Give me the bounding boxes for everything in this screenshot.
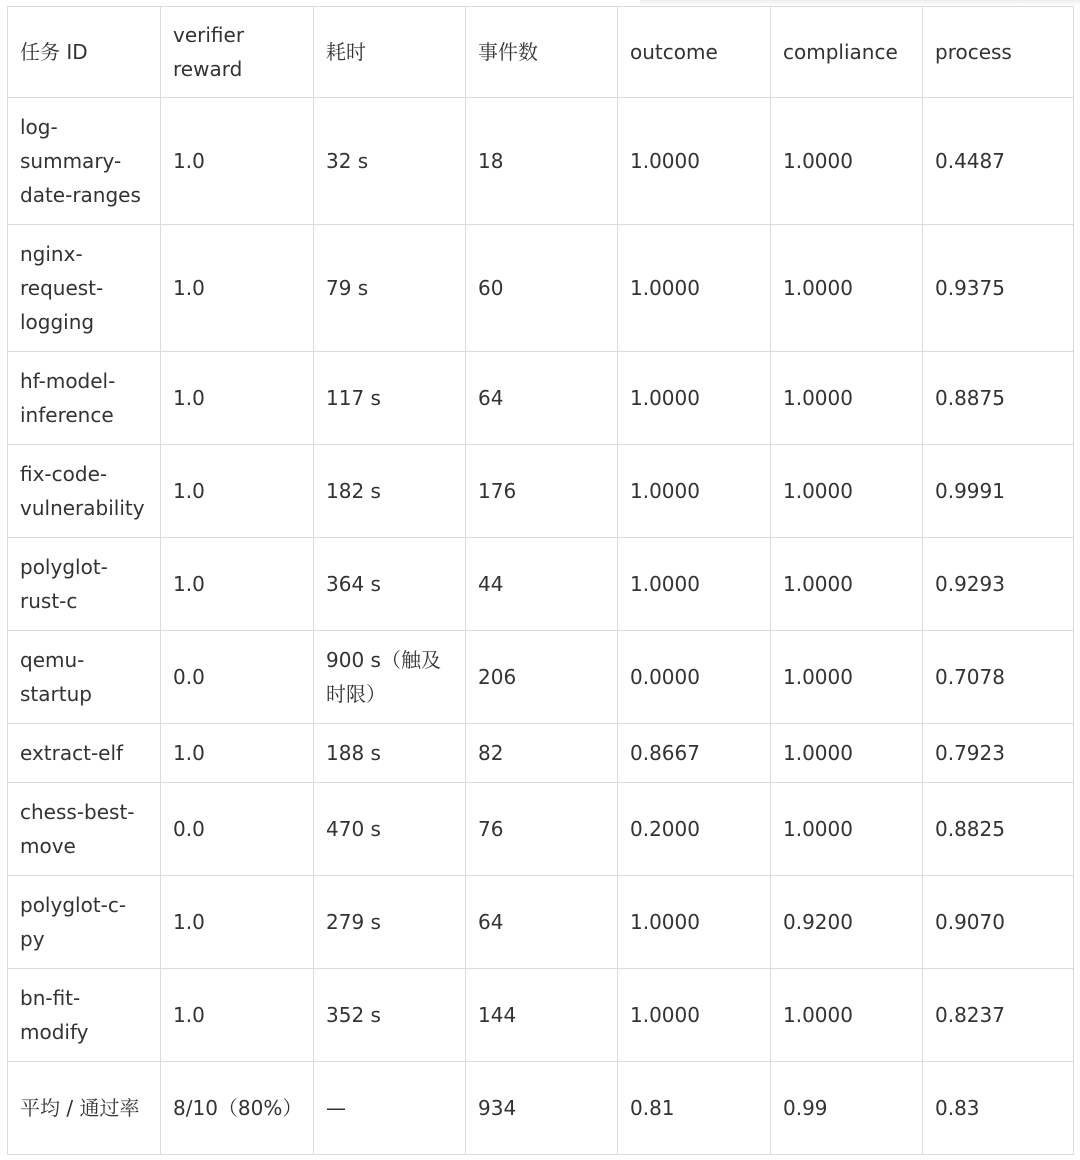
cell-compliance: 1.0000 (771, 631, 923, 724)
cell-process: 0.4487 (923, 98, 1074, 225)
cell-duration: 470 s (314, 783, 466, 876)
cell-event-count: 76 (466, 783, 618, 876)
table-row (8, 225, 1074, 352)
table-row (8, 631, 1074, 724)
cell-event-count: 18 (466, 98, 618, 225)
cell-compliance: 1.0000 (771, 724, 923, 783)
cell-verifier-reward: 1.0 (161, 876, 314, 969)
header-verifier-reward: verifier reward (161, 7, 314, 98)
cell-compliance: 0.9200 (771, 876, 923, 969)
cell-event-count: 176 (466, 445, 618, 538)
cell-verifier-reward: 1.0 (161, 445, 314, 538)
cell-verifier-reward: 0.0 (161, 631, 314, 724)
cell-process: 0.8875 (923, 352, 1074, 445)
cell-duration: 900 s（触及时限） (314, 631, 466, 724)
header-task-id: 任务 ID (8, 7, 161, 98)
cell-process: 0.9375 (923, 225, 1074, 352)
cell-event-count: 64 (466, 352, 618, 445)
header-row (8, 7, 1074, 98)
cell-outcome: 1.0000 (618, 876, 771, 969)
cell-duration: 117 s (314, 352, 466, 445)
cell-event-count: 44 (466, 538, 618, 631)
cell-outcome: 0.2000 (618, 783, 771, 876)
cell-compliance: 1.0000 (771, 225, 923, 352)
summary-outcome-avg: 0.81 (618, 1062, 771, 1155)
cell-outcome: 1.0000 (618, 538, 771, 631)
cell-compliance: 1.0000 (771, 783, 923, 876)
header-outcome: outcome (618, 7, 771, 98)
cell-task-id: polyglot-rust-c (8, 538, 161, 631)
table-row (8, 538, 1074, 631)
cell-process: 0.7923 (923, 724, 1074, 783)
summary-row (8, 1062, 1074, 1155)
cell-process: 0.8237 (923, 969, 1074, 1062)
cell-duration: 182 s (314, 445, 466, 538)
cell-outcome: 1.0000 (618, 225, 771, 352)
summary-event-total: 934 (466, 1062, 618, 1155)
cell-process: 0.9991 (923, 445, 1074, 538)
results-table (7, 6, 1074, 1155)
cell-outcome: 0.8667 (618, 724, 771, 783)
cell-event-count: 144 (466, 969, 618, 1062)
header-duration: 耗时 (314, 7, 466, 98)
cell-event-count: 60 (466, 225, 618, 352)
table-row (8, 352, 1074, 445)
cell-compliance: 1.0000 (771, 352, 923, 445)
summary-duration: — (314, 1062, 466, 1155)
cell-task-id: log-summary-date-ranges (8, 98, 161, 225)
cell-process: 0.9293 (923, 538, 1074, 631)
cell-outcome: 1.0000 (618, 98, 771, 225)
cell-event-count: 64 (466, 876, 618, 969)
cell-process: 0.7078 (923, 631, 1074, 724)
cell-compliance: 1.0000 (771, 98, 923, 225)
cell-task-id: qemu-startup (8, 631, 161, 724)
table-row (8, 969, 1074, 1062)
cell-verifier-reward: 1.0 (161, 724, 314, 783)
header-process: process (923, 7, 1074, 98)
cell-duration: 32 s (314, 98, 466, 225)
cell-verifier-reward: 1.0 (161, 538, 314, 631)
cell-duration: 279 s (314, 876, 466, 969)
cell-compliance: 1.0000 (771, 445, 923, 538)
cell-outcome: 1.0000 (618, 969, 771, 1062)
table-row (8, 876, 1074, 969)
summary-pass-rate: 8/10（80%） (161, 1062, 314, 1155)
cell-compliance: 1.0000 (771, 538, 923, 631)
cell-task-id: fix-code-vulnerability (8, 445, 161, 538)
cell-task-id: polyglot-c-py (8, 876, 161, 969)
cell-task-id: extract-elf (8, 724, 161, 783)
cell-outcome: 1.0000 (618, 352, 771, 445)
cell-verifier-reward: 1.0 (161, 225, 314, 352)
summary-label: 平均 / 通过率 (8, 1062, 161, 1155)
cell-task-id: nginx-request-logging (8, 225, 161, 352)
cell-task-id: chess-best-move (8, 783, 161, 876)
cell-process: 0.9070 (923, 876, 1074, 969)
cell-verifier-reward: 0.0 (161, 783, 314, 876)
table-row (8, 445, 1074, 538)
cell-verifier-reward: 1.0 (161, 352, 314, 445)
cell-outcome: 1.0000 (618, 445, 771, 538)
summary-compliance-avg: 0.99 (771, 1062, 923, 1155)
cell-event-count: 206 (466, 631, 618, 724)
table-row (8, 724, 1074, 783)
table-row (8, 98, 1074, 225)
cell-duration: 364 s (314, 538, 466, 631)
cell-task-id: hf-model-inference (8, 352, 161, 445)
cell-process: 0.8825 (923, 783, 1074, 876)
cell-compliance: 1.0000 (771, 969, 923, 1062)
header-compliance: compliance (771, 7, 923, 98)
cell-verifier-reward: 1.0 (161, 969, 314, 1062)
cell-duration: 79 s (314, 225, 466, 352)
cell-duration: 188 s (314, 724, 466, 783)
cell-event-count: 82 (466, 724, 618, 783)
table-row (8, 783, 1074, 876)
cell-verifier-reward: 1.0 (161, 98, 314, 225)
cell-outcome: 0.0000 (618, 631, 771, 724)
cell-task-id: bn-fit-modify (8, 969, 161, 1062)
header-event-count: 事件数 (466, 7, 618, 98)
cell-duration: 352 s (314, 969, 466, 1062)
summary-process-avg: 0.83 (923, 1062, 1074, 1155)
